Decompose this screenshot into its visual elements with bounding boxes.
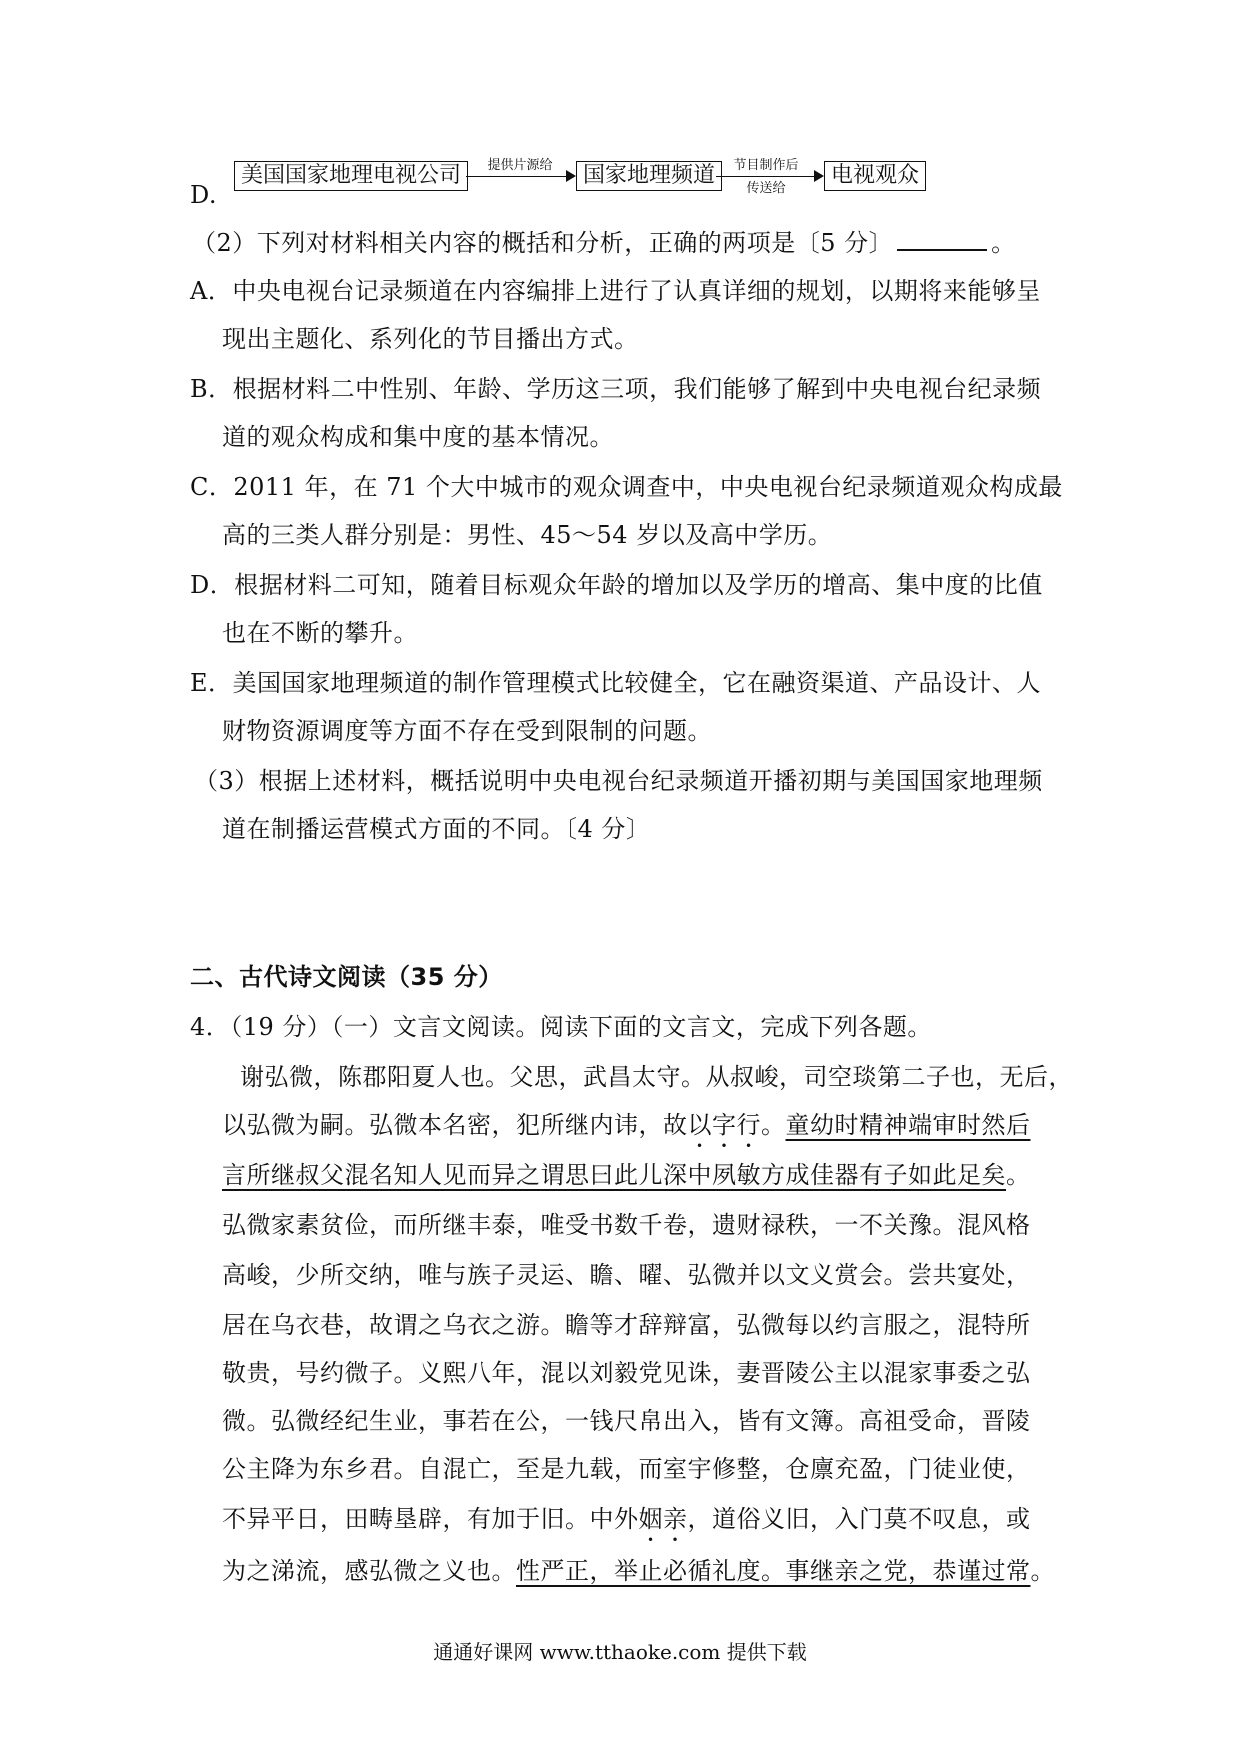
passage-line-5: 高峻，少所交纳，唯与族子灵运、瞻、曜、弘微并以文义赏会。尝共宴处，	[222, 1261, 1031, 1289]
passage-line-8: 微。弘微经纪生业，事若在公，一钱尺帛出入，皆有文簿。高祖受命，晋陵	[222, 1407, 1031, 1435]
flow-node-geographic-channel: 国家地理频道	[576, 161, 722, 191]
q3-line2: 道在制播运营模式方面的不同。〔4 分〕	[222, 815, 651, 843]
passage-line-3	[222, 1160, 1031, 1190]
q2-option-e-line1: E．美国国家地理频道的制作管理模式比较健全，它在融资渠道、产品设计、人	[190, 669, 1042, 697]
flow-node-tv-audience: 电视观众	[824, 161, 926, 191]
dotted-word: 姻亲	[638, 1505, 688, 1533]
q2-option-c-line2: 高的三类人群分别是：男性、45～54 岁以及高中学历。	[222, 521, 833, 549]
section2-heading: 二、古代诗文阅读（35 分）	[190, 963, 503, 991]
passage-sep: 。	[761, 1111, 786, 1139]
underlined-sentence: 言所继叔父混名知人见而异之谓思曰此儿深中夙敏方成佳器有子如此足矣	[222, 1161, 1006, 1189]
q2-option-d-line2: 也在不断的攀升。	[222, 619, 418, 647]
q3-line1: （3）根据上述材料，概括说明中央电视台纪录频道开播初期与美国国家地理频	[194, 767, 1043, 795]
underlined-phrase-1: 性严正，举止必循礼度	[516, 1557, 761, 1585]
underlined-sep: 。	[761, 1557, 786, 1585]
passage-line-10-a: 不异平日，田畴垦辟，有加于旧。中外	[222, 1505, 639, 1533]
passage-line-4: 弘微家素贫俭，而所继丰泰，唯受书数千卷，遗财禄秩，一不关豫。混风格	[222, 1211, 1031, 1239]
q2-option-c-line1: C．2011 年，在 71 个大中城市的观众调查中，中央电视台纪录频道观众构成最	[190, 473, 1063, 501]
dotted-phrase: 以字行	[687, 1111, 761, 1139]
q2-option-a-line2: 现出主题化、系列化的节目播出方式。	[222, 325, 639, 353]
underlined-sentence-start: 童幼时精神端审时然后	[785, 1111, 1031, 1139]
underlined-phrase-2: 事继亲之党，恭谨过常	[785, 1557, 1031, 1585]
q2-stem	[192, 228, 1016, 258]
passage-end: 。	[1006, 1161, 1031, 1189]
passage-line-11-a: 为之涕流，感弘微之义也。	[222, 1557, 516, 1585]
passage-line-2	[222, 1110, 1031, 1153]
passage-line-10	[222, 1504, 1031, 1547]
q4-stem: 4．（19 分）（一）文言文阅读。阅读下面的文言文，完成下列各题。	[190, 1013, 932, 1041]
flow-arrow2-label-bottom: 传送给	[746, 181, 786, 196]
flow-arrow2-label-top: 节目制作后	[733, 158, 799, 173]
answer-blank	[897, 229, 987, 251]
page-footer: 通通好课网 www.tthaoke.com 提供下载	[433, 1640, 807, 1664]
q2-stem-text: （2）下列对材料相关内容的概括和分析，正确的两项是〔5 分〕	[192, 229, 894, 257]
q2-option-b-line2: 道的观众构成和集中度的基本情况。	[222, 423, 614, 451]
passage-line-11	[222, 1556, 1055, 1586]
flow-node-geographic-tv-company: 美国国家地理电视公司	[234, 161, 468, 191]
q2-option-b-line1: B．根据材料二中性别、年龄、学历这三项，我们能够了解到中央电视台纪录频	[190, 375, 1042, 403]
passage-line-1: 谢弘微，陈郡阳夏人也。父思，武昌太守。从叔峻，司空琰第二子也，无后，	[240, 1063, 1073, 1091]
flow-arrow-2	[716, 176, 822, 177]
passage-line-6: 居在乌衣巷，故谓之乌衣之游。瞻等才辞辩富，弘微每以约言服之，混特所	[222, 1311, 1031, 1339]
flow-arrow-1	[466, 176, 574, 177]
passage-line-7: 敬贵，号约微子。义熙八年，混以刘毅党见诛，妻晋陵公主以混家事委之弘	[222, 1359, 1031, 1387]
passage-line-9: 公主降为东乡君。自混亡，至是九载，而室宇修整，仓廪充盈，门徒业使，	[222, 1455, 1031, 1483]
passage-line-2-text: 以弘微为嗣。弘微本名密，犯所继内讳，故	[222, 1111, 688, 1139]
q2-option-a-line1: A．中央电视台记录频道在内容编排上进行了认真详细的规划，以期将来能够呈	[190, 277, 1041, 305]
flow-option-label: D.	[190, 181, 218, 209]
q2-option-e-line2: 财物资源调度等方面不存在受到限制的问题。	[222, 717, 712, 745]
passage-line-11-end: 。	[1030, 1557, 1055, 1585]
flow-arrow1-label: 提供片源给	[487, 158, 553, 173]
passage-line-10-b: ，道俗义旧，入门莫不叹息，或	[687, 1505, 1031, 1533]
q2-option-d-line1: D．根据材料二可知，随着目标观众年龄的增加以及学历的增高、集中度的比值	[190, 571, 1043, 599]
q2-stem-end: 。	[991, 229, 1016, 257]
